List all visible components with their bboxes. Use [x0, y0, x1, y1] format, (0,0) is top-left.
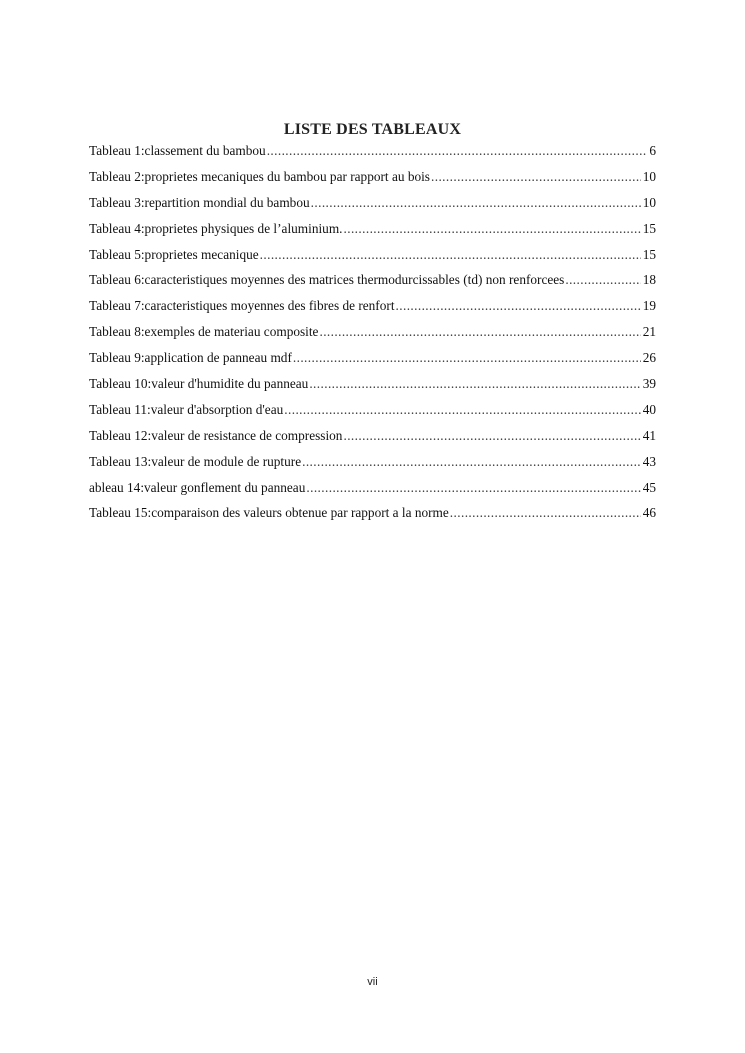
- toc-entry-page: 26: [642, 350, 656, 366]
- dot-leader: [565, 272, 640, 288]
- toc-entry-11[interactable]: [89, 402, 656, 428]
- toc-entry-label: Tableau 4:proprietes physiques de l’aluminium.: [89, 220, 343, 236]
- toc-entry-page: 6: [649, 143, 656, 158]
- toc-entry-8[interactable]: [89, 324, 656, 350]
- toc-entry-page: 10: [642, 194, 656, 210]
- toc-entry-page: 40: [642, 401, 656, 417]
- toc-entry-page: 18: [642, 272, 656, 288]
- page-title: LISTE DES TABLEAUX: [283, 121, 462, 138]
- toc-entry-1[interactable]: [89, 143, 656, 169]
- dot-leader: [260, 247, 641, 263]
- toc-entry-label: Tableau 7:caracteristiques moyennes des fibres de renfort: [89, 298, 395, 314]
- toc-entry-label: Tableau 1:classement du bambou: [89, 143, 266, 158]
- toc-entry-label: Tableau 10:valeur d'humidite du panneau: [89, 376, 309, 392]
- toc-entry-3[interactable]: [89, 195, 656, 221]
- toc-entry-page: 39: [642, 376, 656, 392]
- toc-entry-10[interactable]: [89, 376, 656, 402]
- toc-entry-7[interactable]: [89, 298, 656, 324]
- dot-leader: [306, 480, 640, 496]
- toc-entry-9[interactable]: [89, 350, 656, 376]
- dot-leader: [267, 143, 648, 159]
- toc-entry-15[interactable]: [89, 505, 656, 531]
- toc-entry-page: 15: [642, 220, 656, 236]
- dot-leader: [293, 350, 641, 366]
- toc-entry-page: 21: [642, 324, 656, 340]
- toc-entry-5[interactable]: [89, 247, 656, 273]
- toc-entry-label: Tableau 15:comparaison des valeurs obtenue par rapport a la norme: [89, 505, 449, 521]
- toc-entry-page: 45: [642, 479, 656, 495]
- dot-leader: [431, 169, 641, 185]
- dot-leader: [319, 324, 640, 340]
- toc-entry-label: ableau 14:valeur gonflement du panneau: [89, 479, 306, 495]
- toc-entry-label: Tableau 8:exemples de materiau composite: [89, 324, 319, 340]
- toc-entry-page: 19: [642, 298, 656, 314]
- toc-entry-page: 46: [642, 505, 656, 521]
- toc-entry-page: 10: [642, 168, 656, 184]
- dot-leader: [284, 402, 640, 418]
- dot-leader: [302, 454, 641, 470]
- toc-entry-13[interactable]: [89, 454, 656, 480]
- toc-entry-page: 41: [642, 427, 656, 443]
- dot-leader: [396, 298, 641, 314]
- toc-entry-label: Tableau 11:valeur d'absorption d'eau: [89, 401, 284, 417]
- dot-leader: [343, 428, 640, 444]
- toc-entry-label: Tableau 3:repartition mondial du bambou: [89, 194, 310, 210]
- toc-entry-2[interactable]: [89, 169, 656, 195]
- toc-entry-label: Tableau 12:valeur de resistance de compression: [89, 427, 343, 443]
- toc-entry-label: Tableau 9:application de panneau mdf: [89, 350, 292, 366]
- dot-leader: [450, 505, 641, 521]
- toc-entry-label: Tableau 13:valeur de module de rupture: [89, 453, 302, 469]
- toc-entry-4[interactable]: [89, 221, 656, 247]
- toc-entry-label: Tableau 6:caracteristiques moyennes des matrices thermodurcissables (td) non renforcees: [89, 272, 565, 288]
- toc-entry-14[interactable]: [89, 480, 656, 506]
- toc-entry-page: 43: [642, 453, 656, 469]
- toc-entry-label: Tableau 5:proprietes mecanique: [89, 246, 259, 262]
- dot-leader: [311, 195, 641, 211]
- toc-entry-12[interactable]: [89, 428, 656, 454]
- toc-entry-6[interactable]: [89, 272, 656, 298]
- dot-leader: [344, 221, 641, 237]
- toc-entry-page: 15: [642, 246, 656, 262]
- table-list: [89, 143, 656, 531]
- dot-leader: [309, 376, 640, 392]
- page-number: vii: [367, 976, 378, 988]
- toc-entry-label: Tableau 2:proprietes mecaniques du bambou par rapport au bois: [89, 168, 430, 184]
